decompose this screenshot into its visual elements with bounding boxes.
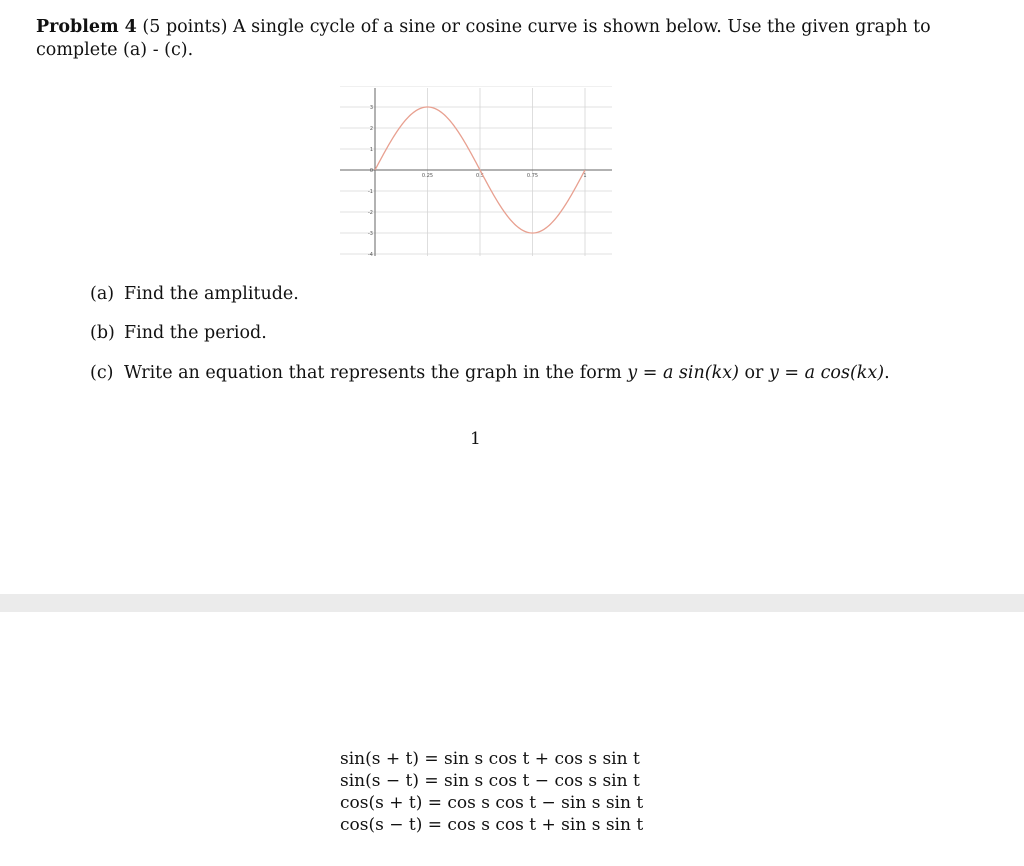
y-tick-label: 1 (369, 147, 373, 153)
sine-graph (338, 86, 614, 258)
x-tick-label: 0.75 (526, 173, 539, 179)
page-number: 1 (470, 429, 481, 449)
y-tick-label: 2 (369, 126, 373, 132)
period-mark: . (884, 363, 890, 383)
part-a-text: Find the amplitude. (124, 284, 299, 304)
y-tick-label: -4 (368, 252, 373, 258)
page-separator (0, 594, 1024, 612)
y-tick-label: -3 (368, 231, 373, 237)
x-tick-label: 0.25 (421, 173, 434, 179)
identity-cos-sum: cos(s + t) = cos s cos t − sin s sin t (340, 793, 644, 813)
page-2 (0, 612, 1024, 866)
x-tick-label: 1 (583, 173, 587, 179)
part-b-text: Find the period. (124, 323, 267, 343)
equation-sine-form: y = a sin(kx) (627, 363, 739, 383)
problem-text: (5 points) A single cycle of a sine or cosine curve is shown below. Use the given graph to complete (a) - (c). (36, 17, 931, 60)
trig-identities (340, 748, 643, 836)
part-a (90, 284, 299, 304)
y-tick-label: 0 (369, 168, 373, 174)
y-tick-label: -1 (368, 189, 373, 195)
y-tick-label: 3 (369, 105, 373, 111)
part-c-label: (c) (90, 363, 114, 383)
part-b-label: (b) (90, 323, 115, 343)
equation-cosine-form: y = a cos(kx) (768, 363, 885, 383)
problem-heading: Problem 4 (36, 17, 137, 37)
identity-sin-sum: sin(s + t) = sin s cos t + cos s sin t (340, 749, 640, 769)
part-a-label: (a) (90, 284, 115, 304)
part-c-text: Write an equation that represents the graph in the form (124, 363, 628, 383)
graph-grid (340, 86, 612, 256)
part-b (90, 323, 267, 343)
or-text: or (738, 363, 769, 383)
problem-statement (36, 16, 936, 62)
y-tick-label: -2 (368, 210, 373, 216)
part-c (90, 363, 890, 383)
graph-axes (340, 88, 612, 256)
identity-cos-difference: cos(s − t) = cos s cos t + sin s sin t (340, 815, 644, 835)
identity-sin-difference: sin(s − t) = sin s cos t − cos s sin t (340, 771, 640, 791)
x-tick-label: 0.5 (476, 173, 484, 179)
